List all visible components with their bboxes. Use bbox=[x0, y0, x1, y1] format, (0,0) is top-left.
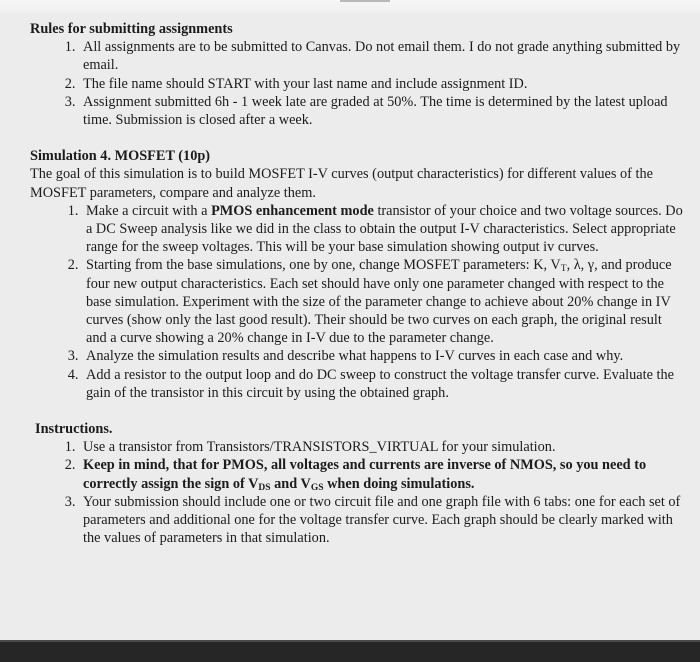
instruction-bold-text bbox=[83, 457, 646, 491]
rules-item: 3. Assignment submitted 6h - 1 week late are graded at 50%. The time is determined by the latest upload time. Submission is closed after a week. bbox=[79, 93, 686, 129]
instructions-section bbox=[30, 420, 686, 547]
bottom-dark-bar bbox=[0, 640, 700, 662]
bottom-bar-edge bbox=[0, 640, 700, 642]
subscript: T bbox=[560, 264, 567, 275]
simulation-task bbox=[82, 256, 686, 347]
simulation-task bbox=[82, 202, 686, 257]
subscript: DS bbox=[258, 482, 271, 493]
window-top-edge bbox=[0, 0, 700, 14]
simulation-intro: The goal of this simulation is to build MOSFET I-V curves (output characteristics) for different values of the MOSFET parameters, compare and analyze them. bbox=[30, 166, 653, 201]
instructions-list bbox=[35, 438, 686, 547]
task-text: Starting from the base simulations, one by one, change MOSFET parameters: K, V bbox=[86, 257, 561, 274]
task-text: transistor of your choice and two voltage sources. Do a DC Sweep analysis like we did in the class to obtain the output I-V characteristics. Select appropriate range for the sweep voltages. This will be your base simulation showing output iv curves. bbox=[86, 202, 683, 256]
instruction-item bbox=[79, 456, 686, 492]
rules-item: 2. The file name should START with your last name and include assignment ID. bbox=[79, 75, 686, 93]
bold-text: Keep in mind, that for PMOS, all voltages and currents are inverse of NMOS, so you need to correctly assign the sign of V bbox=[83, 457, 647, 492]
instruction-item: 3. Your submission should include one or two circuit file and one graph file with 6 tabs: one for each set of parameters and additional one for the voltage transfer curve. Each graph should be clearly marked with the values of parameters in that simulation. bbox=[79, 493, 686, 548]
rules-item: 1. All assignments are to be submitted to Canvas. Do not email them. I do not grade anything submitted by email. bbox=[79, 38, 686, 74]
bold-text: and V bbox=[270, 475, 311, 492]
bold-text: when doing simulations. bbox=[323, 475, 475, 492]
simulation-section bbox=[30, 147, 686, 402]
simulation-task: 4. Add a resistor to the output loop and do DC sweep to construct the voltage transfer curve. Evaluate the gain of the transistor in this circuit by using the obtained graph. bbox=[82, 366, 686, 402]
task-text: , λ, γ, and produce four new output characteristics. Each set should have only one parameter changed with respect to the base simulation. Experiment with the size of the parameter change to achieve about 20% change in IV curves (show only the last good result). Their should be two curves on each graph, the original result and a curve showing a 20% change in I-V due to the parameter change. bbox=[86, 257, 672, 347]
task-text: Make a circuit with a bbox=[86, 202, 212, 219]
rules-heading: Rules for submitting assignments bbox=[30, 21, 233, 37]
simulation-task: 3. Analyze the simulation results and describe what happens to I-V curves in each case and why. bbox=[82, 347, 686, 365]
instructions-heading: Instructions. bbox=[35, 421, 113, 438]
rules-list bbox=[30, 38, 686, 129]
simulation-heading: Simulation 4. MOSFET (10p) bbox=[30, 148, 211, 165]
instruction-item: 1. Use a transistor from Transistors/TRANSISTORS_VIRTUAL for your simulation. bbox=[79, 438, 686, 456]
assignment-document bbox=[30, 20, 686, 547]
rules-section bbox=[30, 20, 686, 129]
subscript: GS bbox=[310, 482, 324, 493]
top-edge-mark bbox=[340, 0, 390, 2]
simulation-tasks-list bbox=[30, 202, 686, 402]
task-emphasis: PMOS enhancement mode bbox=[211, 202, 374, 219]
